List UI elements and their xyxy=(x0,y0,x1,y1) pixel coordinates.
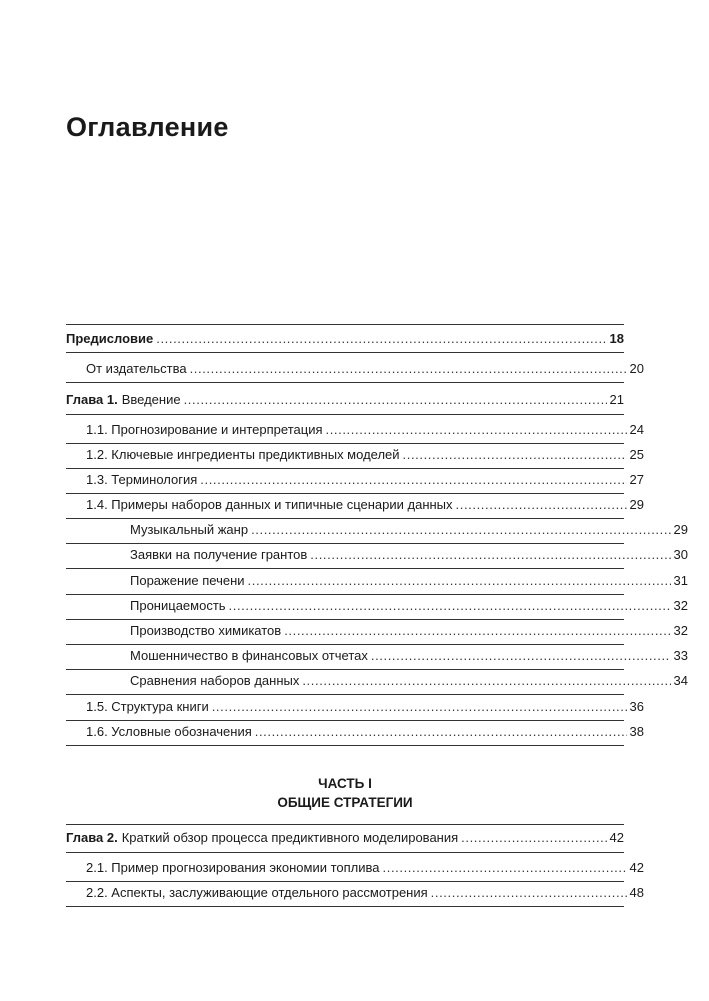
leader-dots xyxy=(184,391,607,409)
section-divider xyxy=(66,352,624,353)
toc-entry-page: 30 xyxy=(673,547,688,562)
toc-entry[interactable] xyxy=(66,421,644,439)
toc-entry-title: Введение xyxy=(121,392,181,407)
section-divider xyxy=(66,468,624,469)
leader-dots xyxy=(383,859,627,877)
toc-entry-page: 20 xyxy=(629,361,644,376)
toc-entry-page: 38 xyxy=(629,724,644,739)
section-divider xyxy=(66,619,624,620)
toc-entry-title: 1.4. Примеры наборов данных и типичные сценарии данных xyxy=(86,497,453,512)
toc-entry-title: Производство химикатов xyxy=(130,623,282,638)
toc-entry-chapter-2[interactable] xyxy=(66,829,624,847)
toc-entry-page: 42 xyxy=(629,860,644,875)
toc-entry-page: 29 xyxy=(629,497,644,512)
toc-entry[interactable] xyxy=(66,496,644,514)
toc-entry-title: Музыкальный жанр xyxy=(130,522,249,537)
section-divider xyxy=(66,669,624,670)
toc-entry-page: 31 xyxy=(673,573,688,588)
leader-dots xyxy=(456,496,627,514)
toc-entry-chapter-1[interactable] xyxy=(66,391,624,409)
toc-entry[interactable] xyxy=(66,572,688,590)
toc-entry-title: Предисловие xyxy=(66,331,154,346)
leader-dots xyxy=(248,572,671,590)
toc-entry[interactable] xyxy=(66,471,644,489)
toc-entry-title: 1.1. Прогнозирование и интерпретация xyxy=(86,422,323,437)
toc-entry-page: 42 xyxy=(609,830,624,845)
leader-dots xyxy=(212,698,627,716)
section-divider xyxy=(66,414,624,415)
section-divider xyxy=(66,906,624,907)
toc-entry[interactable] xyxy=(66,723,644,741)
leader-dots xyxy=(371,647,671,665)
leader-dots xyxy=(310,546,670,564)
toc-entry-title: Заявки на получение грантов xyxy=(130,547,308,562)
toc-entry-title: Поражение печени xyxy=(130,573,245,588)
toc-entry-page: 36 xyxy=(629,699,644,714)
toc-entry[interactable] xyxy=(66,859,644,877)
toc-entry-page: 32 xyxy=(673,623,688,638)
leader-dots xyxy=(190,360,627,378)
toc-entry-title: 1.2. Ключевые ингредиенты предиктивных моделей xyxy=(86,447,400,462)
section-divider xyxy=(66,543,624,544)
toc-entry-title: От издательства xyxy=(86,361,187,376)
leader-dots xyxy=(229,597,671,615)
page-title: Оглавление xyxy=(66,112,229,142)
part-label: ЧАСТЬ I xyxy=(318,776,372,791)
toc-entry-page: 33 xyxy=(673,648,688,663)
toc-entry-title: Проницаемость xyxy=(130,598,226,613)
toc-entry-page: 29 xyxy=(673,522,688,537)
section-divider xyxy=(66,644,624,645)
section-divider xyxy=(66,881,624,882)
section-divider xyxy=(66,745,624,746)
part-name: ОБЩИЕ СТРАТЕГИИ xyxy=(277,795,413,810)
toc-entry-title: 2.1. Пример прогнозирования экономии топлива xyxy=(86,860,380,875)
section-divider xyxy=(66,694,624,695)
toc-entry-title: Краткий обзор процесса предиктивного моделирования xyxy=(121,830,459,845)
toc-entry[interactable] xyxy=(66,622,688,640)
section-divider xyxy=(66,594,624,595)
toc-entry-page: 25 xyxy=(629,447,644,462)
section-divider xyxy=(66,852,624,853)
toc-entry-page: 21 xyxy=(609,392,624,407)
toc-entry-title: Мошенничество в финансовых отчетах xyxy=(130,648,368,663)
toc-entry[interactable] xyxy=(66,597,688,615)
toc-entry[interactable] xyxy=(66,546,688,564)
toc-entry-preface[interactable] xyxy=(66,330,624,348)
toc-entry-page: 27 xyxy=(629,472,644,487)
toc-entry-title: Сравнения наборов данных xyxy=(130,673,300,688)
leader-dots xyxy=(302,672,670,690)
leader-dots xyxy=(461,829,606,847)
leader-dots xyxy=(326,421,627,439)
toc-entry-title: 1.5. Структура книги xyxy=(86,699,209,714)
toc-entry[interactable] xyxy=(66,446,644,464)
leader-dots xyxy=(403,446,627,464)
toc-entry-page: 24 xyxy=(629,422,644,437)
toc-entry-page: 34 xyxy=(673,673,688,688)
section-divider xyxy=(66,568,624,569)
leader-dots xyxy=(200,471,626,489)
leader-dots xyxy=(255,723,627,741)
section-divider xyxy=(66,493,624,494)
section-divider xyxy=(66,720,624,721)
toc-entry[interactable] xyxy=(66,647,688,665)
toc-entry[interactable] xyxy=(66,884,644,902)
toc-entry[interactable] xyxy=(66,698,644,716)
leader-dots xyxy=(251,521,670,539)
toc-entry[interactable] xyxy=(66,672,688,690)
leader-dots xyxy=(156,330,606,348)
toc-entry-page: 32 xyxy=(673,598,688,613)
toc-entry-page: 48 xyxy=(629,885,644,900)
section-divider xyxy=(66,324,624,325)
section-divider xyxy=(66,824,624,825)
toc-entry-title: 1.3. Терминология xyxy=(86,472,198,487)
leader-dots xyxy=(284,622,670,640)
chapter-prefix: Глава 2. xyxy=(66,830,118,845)
section-divider xyxy=(66,518,624,519)
chapter-prefix: Глава 1. xyxy=(66,392,118,407)
toc-entry[interactable] xyxy=(66,521,688,539)
section-divider xyxy=(66,443,624,444)
toc-entry-title: 1.6. Условные обозначения xyxy=(86,724,252,739)
leader-dots xyxy=(431,884,627,902)
toc-entry-page: 18 xyxy=(609,331,624,346)
section-divider xyxy=(66,382,624,383)
toc-entry[interactable] xyxy=(66,360,644,378)
toc-entry-title: 2.2. Аспекты, заслуживающие отдельного рассмотрения xyxy=(86,885,428,900)
